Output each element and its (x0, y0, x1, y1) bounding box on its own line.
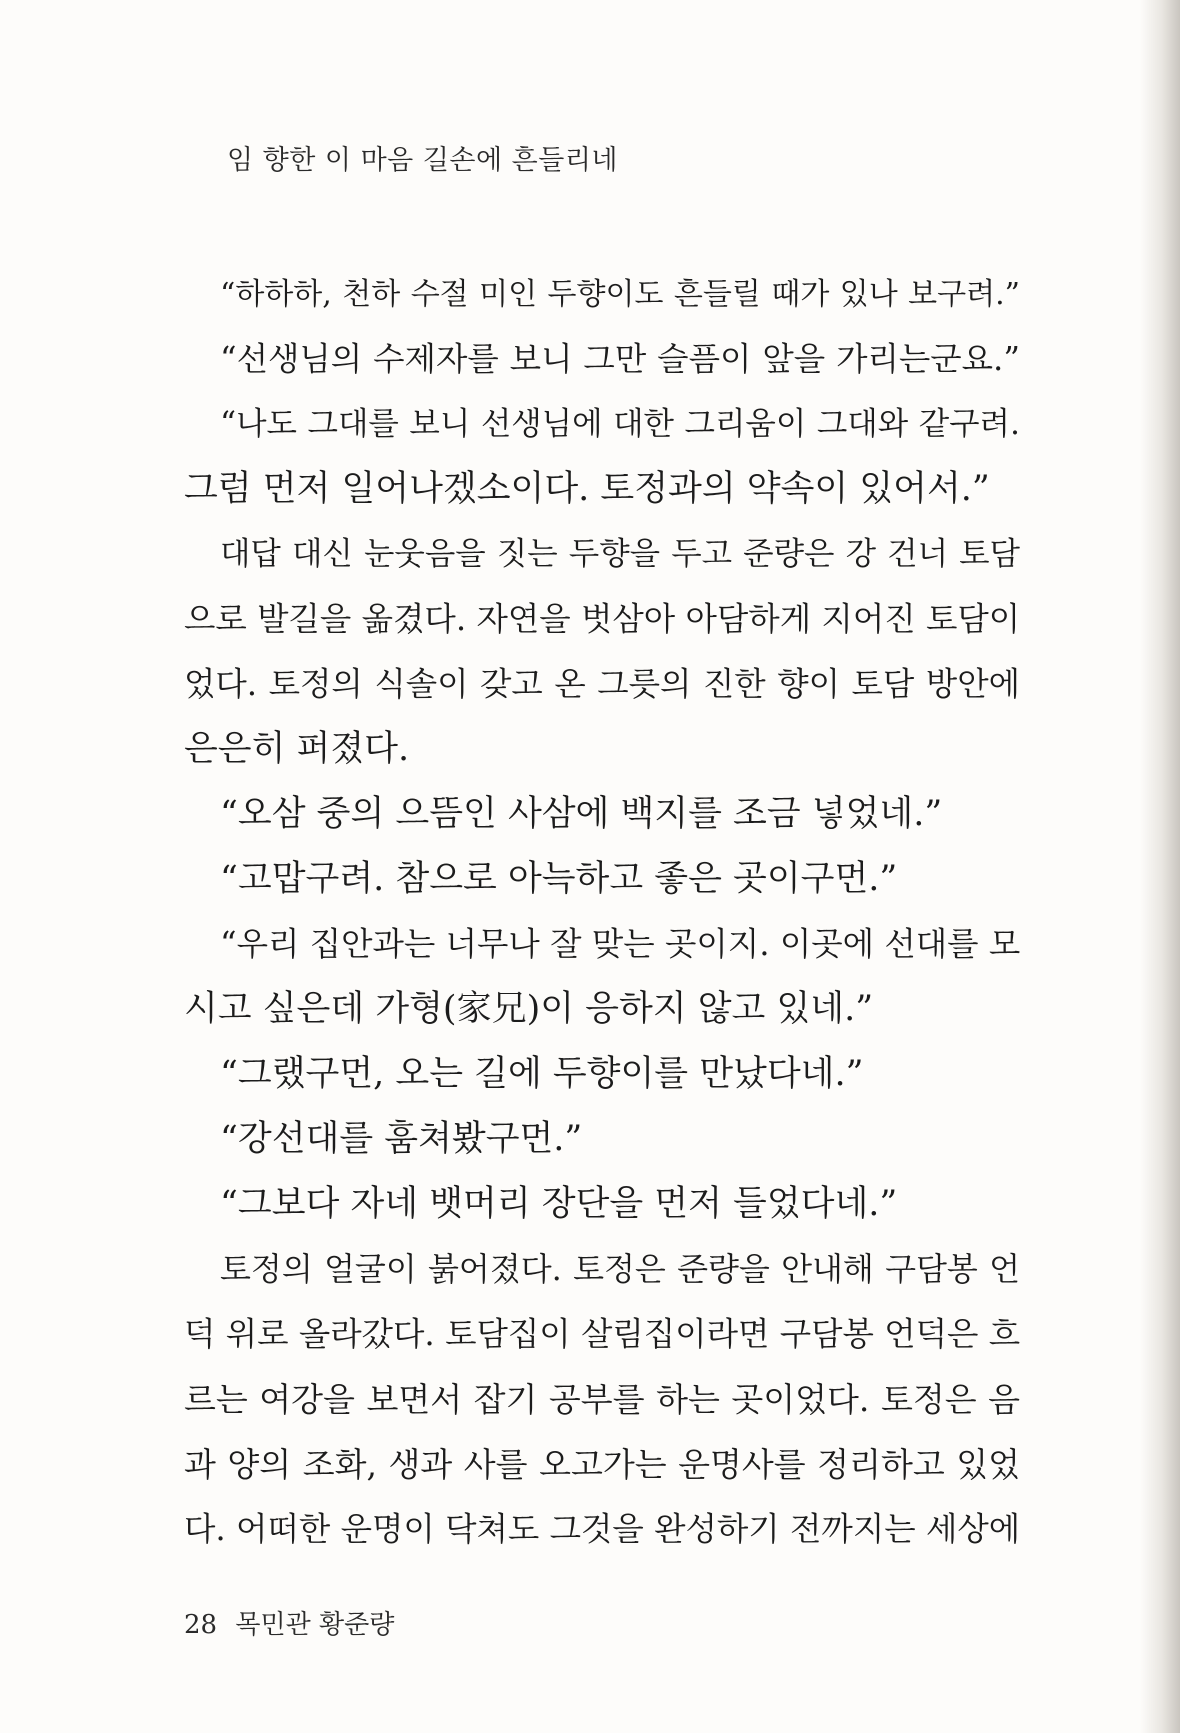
text-line: “나도 그대를 보니 선생님에 대한 그리움이 그대와 같구려. (220, 406, 1020, 442)
text-line: “그보다 자네 뱃머리 장단을 먼저 들었다네.” (220, 1184, 898, 1224)
text-line: “강선대를 훔쳐봤구먼.” (220, 1119, 583, 1159)
text-line: 시고 싶은데 가형(家兄)이 응하지 않고 있네.” (184, 989, 874, 1029)
text-line: “하하하, 천하 수절 미인 두향이도 흔들릴 때가 있나 보구려.” (220, 277, 1020, 312)
page-footer (184, 1604, 394, 1641)
text-line: 과 양의 조화, 생과 사를 오고가는 운명사를 정리하고 있었 (184, 1445, 1020, 1484)
running-header: 임 향한 이 마음 길손에 흔들리네 (227, 145, 618, 176)
text-line: “그랬구먼, 오는 길에 두향이를 만났다네.” (220, 1054, 864, 1094)
text-line: “우리 집안과는 너무나 잘 맞는 곳이지. 이곳에 선대를 모 (220, 925, 1020, 963)
text-line: 그럼 먼저 일어나겠소이다. 토정과의 약속이 있어서.” (184, 469, 990, 509)
text-line: 토정의 얼굴이 붉어졌다. 토정은 준량을 안내해 구담봉 언 (220, 1250, 1020, 1288)
text-line: 었다. 토정의 식솔이 갖고 온 그릇의 진한 향이 토담 방안에 (184, 665, 1020, 703)
body-text (184, 262, 1020, 1562)
book-title: 목민관 황준량 (235, 1610, 395, 1640)
text-line: 은은히 퍼졌다. (184, 729, 410, 769)
text-line: 으로 발길을 옮겼다. 자연을 벗삼아 아담하게 지어진 토담이 (184, 600, 1020, 638)
text-line: 덕 위로 올라갔다. 토담집이 살림집이라면 구담봉 언덕은 흐 (184, 1315, 1020, 1353)
text-line: “선생님의 수제자를 보니 그만 슬픔이 앞을 가리는군요.” (220, 340, 1020, 378)
page-number: 28 (184, 1610, 218, 1640)
text-line: 르는 여강을 보면서 잡기 공부를 하는 곳이었다. 토정은 음 (184, 1380, 1020, 1419)
text-line: “고맙구려. 참으로 아늑하고 좋은 곳이구먼.” (220, 859, 898, 899)
page-gutter-shadow (1140, 0, 1180, 1733)
text-line: 대답 대신 눈웃음을 짓는 두향을 두고 준량은 강 건너 토담 (220, 536, 1020, 572)
text-line: 다. 어떠한 운명이 닥쳐도 그것을 완성하기 전까지는 세상에 (184, 1510, 1020, 1548)
text-line: “오삼 중의 으뜸인 사삼에 백지를 조금 넣었네.” (220, 794, 943, 834)
